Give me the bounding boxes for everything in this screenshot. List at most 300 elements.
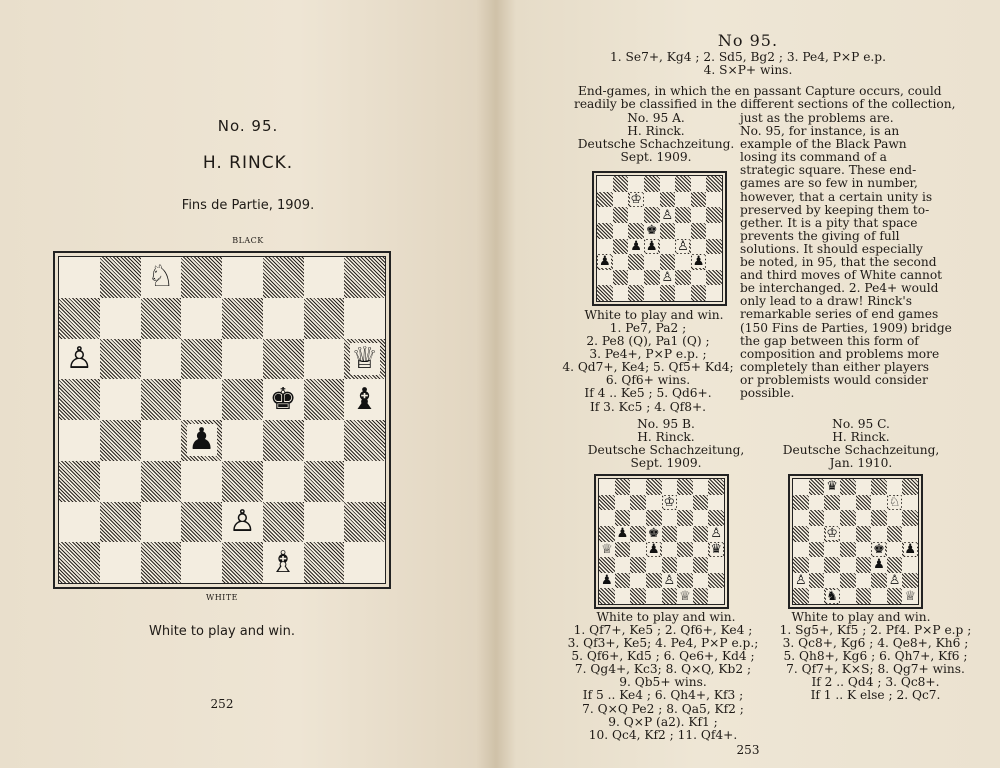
board-square [840,557,856,573]
diagram-c-solution [758,624,993,703]
chess-piece-icon: ♕ [351,340,379,376]
board-square [708,495,724,511]
board-square [706,285,722,301]
board-square [662,573,678,589]
board-square [662,588,678,604]
text-line: gether. It is a pity that space [740,215,918,230]
heading-line: No. 95 C. [832,417,890,431]
board-square [599,557,615,573]
chess-piece-icon: ♟ [904,541,917,557]
board-square [856,557,872,573]
board-square [708,510,724,526]
text-line: example of the Black Pawn [740,137,907,152]
intro-line-2: readily be classified in the different sections of the collection, [574,97,956,111]
board-square [181,339,222,380]
board-square [646,479,662,495]
board-square [662,495,678,511]
board-square [675,254,691,270]
board-square [809,479,825,495]
heading-line: H. Rinck. [637,430,695,445]
board-square [646,573,662,589]
board-square [871,526,887,542]
board-square [691,176,707,192]
chess-piece-icon: ♕ [679,588,691,604]
board-square [615,588,631,604]
heading-line: Sept. 1909. [630,456,702,471]
board-square [902,542,918,558]
board-square [856,573,872,589]
board-square [902,526,918,542]
board-square [706,270,722,286]
left-page-number: 252 [210,697,234,711]
board-square [691,207,707,223]
diagram-b-board [594,474,729,609]
board-square [141,379,182,420]
board-square [691,223,707,239]
board-square [100,542,141,583]
board-square [646,542,662,558]
board-square [677,510,693,526]
board-square [793,479,809,495]
board-square [662,479,678,495]
board-square [840,495,856,511]
board-square [613,270,629,286]
right-title: No 95. [717,31,779,50]
right-page [496,0,1000,768]
board-square [222,379,263,420]
chess-piece-icon: ♚ [645,223,658,239]
chess-piece-icon: ♞ [826,588,838,604]
chess-piece-icon: ♟ [645,238,658,254]
chess-piece-icon: ♔ [630,191,642,207]
label-white: WHITE [205,593,239,602]
board-square [691,239,707,255]
board-square [840,573,856,589]
text-line: If 1 .. K else ; 2. Qc7. [810,688,941,703]
board-square [628,192,644,208]
chess-piece-icon: ♘ [147,259,175,295]
board-square [59,542,100,583]
board-square [871,588,887,604]
board-square [630,479,646,495]
board-square [263,379,304,420]
chess-piece-icon: ♟ [692,254,705,270]
text-line: or problemists would consider [740,372,928,387]
board-square [809,495,825,511]
board-square [597,192,613,208]
board-square [615,510,631,526]
board-square [793,557,809,573]
board-square [809,588,825,604]
board-square [691,285,707,301]
board-square [677,573,693,589]
board-square [675,192,691,208]
chess-piece-icon: ♝ [351,381,379,417]
board-square [871,542,887,558]
board-square [708,557,724,573]
board-square [660,239,676,255]
board-square [263,420,304,461]
board-square [630,526,646,542]
text-line: however, that a certain unity is [740,189,933,204]
diagram-c-board [788,474,923,609]
board-square [887,588,903,604]
text-line: 6. Qf6+ wins. [605,373,691,388]
board-square [706,239,722,255]
board-square [222,339,263,380]
text-line: 3. Pe4+, P×P e.p. ; [589,347,707,362]
board-square [263,257,304,298]
board-square [644,239,660,255]
text-line: 7. Qf7+, K×S; 8. Qg7+ wins. [786,662,965,677]
diagram-c-heading [766,418,956,470]
chess-piece-icon: ♚ [873,541,885,557]
board-square [840,588,856,604]
board-square [793,542,809,558]
board-square [677,495,693,511]
board-square [141,298,182,339]
heading-line: Deutsche Schachzeitung, [782,443,940,458]
board-square [660,192,676,208]
board-square [181,379,222,420]
board-square [59,379,100,420]
board-square [615,526,631,542]
board-square [871,510,887,526]
board-square [613,239,629,255]
board-square [615,495,631,511]
board-square [597,223,613,239]
board-square [613,176,629,192]
board-square [824,542,840,558]
board-square [628,285,644,301]
text-line: losing its command of a [740,150,887,165]
board-square [222,502,263,543]
text-line: prevents the giving of full [740,228,900,243]
board-square [344,420,385,461]
board-square [344,379,385,420]
board-square [708,479,724,495]
solution-line-1: 1. Se7+, Kg4 ; 2. Sd5, Bg2 ; 3. Pe4, P×P e.p. [610,50,886,64]
board-square [630,542,646,558]
text-line: 7. Q×Q Pe2 ; 8. Qa5, Kf2 ; [582,701,744,716]
board-square [100,461,141,502]
board-square [840,542,856,558]
board-square [613,192,629,208]
board-square [100,257,141,298]
board-square [708,542,724,558]
board-square [824,573,840,589]
board-square [304,257,345,298]
text-line: 4. Qd7+, Ke4; 5. Qf5+ Kd4; [562,360,734,375]
board-square [660,270,676,286]
board-square [628,207,644,223]
board-square [304,298,345,339]
text-line: (150 Fins de Parties, 1909) bridge [740,320,952,335]
text-line: 1. Sg5+, Kf5 ; 2. Pf4. P×P e.p ; [779,623,972,637]
board-square [840,479,856,495]
board-square [628,223,644,239]
text-line: 7. Qg4+, Kc3; 8. Q×Q, Kb2 ; [574,662,752,677]
board-square [693,479,709,495]
board-square [660,207,676,223]
board-square [902,557,918,573]
board-square [677,557,693,573]
board-square [691,270,707,286]
board-square [793,588,809,604]
text-line: If 5 .. Ke4 ; 6. Qh4+, Kf3 ; [582,688,744,703]
board-square [871,495,887,511]
board-square [902,588,918,604]
board-square [100,339,141,380]
heading-line: No. 95 B. [637,417,695,431]
board-square [660,223,676,239]
board-square [304,379,345,420]
board-square [646,557,662,573]
board-square [597,254,613,270]
board-square [708,588,724,604]
board-square [599,573,615,589]
board-square [263,461,304,502]
left-author: H. RINCK. [202,153,294,173]
board-square [662,510,678,526]
board-square [344,339,385,380]
board-square [644,270,660,286]
board-square [660,176,676,192]
heading-line: Jan. 1910. [829,456,893,471]
text-line: 1. Pe7, Pa2 ; [609,321,687,335]
board-square [141,339,182,380]
board-square [304,339,345,380]
chess-piece-icon: ♚ [269,381,297,417]
board-square [599,542,615,558]
board-square [100,420,141,461]
board-square [662,557,678,573]
board-square [597,176,613,192]
board-square [809,573,825,589]
board-square [613,285,629,301]
board-square [856,479,872,495]
board-square [856,588,872,604]
board-square [615,542,631,558]
text-line: If 3. Kc5 ; 4. Qf8+. [589,399,707,414]
board-square [344,502,385,543]
board-square [141,542,182,583]
board-square [181,502,222,543]
board-square [181,461,222,502]
board-square [824,588,840,604]
board-square [630,557,646,573]
heading-line: Sept. 1909. [620,150,692,165]
text-line: strategic square. These end- [740,163,917,178]
board-square [708,573,724,589]
board-square [793,495,809,511]
left-page [0,0,496,768]
chess-piece-icon: ♙ [661,207,674,223]
text-line: only lead to a draw! Rinck's [740,294,912,309]
diagram-a-caption: White to play and win. [584,308,724,322]
text-line: 3. Qf3+, Ke5; 4. Pe4, P×P e.p.; [567,636,759,651]
board-square [597,270,613,286]
text-line: remarkable series of end games [740,307,939,322]
diagram-b-caption: White to play and win. [596,610,736,624]
board-square [599,495,615,511]
chess-piece-icon: ♟ [630,238,642,254]
board-square [675,207,691,223]
right-page-number: 253 [736,743,760,757]
board-square [597,285,613,301]
board-square [304,420,345,461]
board-square [662,526,678,542]
board-square [628,176,644,192]
board-square [887,573,903,589]
board-square [59,298,100,339]
chess-piece-icon: ♕ [600,541,613,557]
board-square [599,526,615,542]
left-problem-number: No. 95. [217,117,279,135]
chess-piece-icon: ♙ [677,238,689,254]
board-square [824,479,840,495]
text-line: 9. Qb5+ wins. [619,675,707,690]
chess-piece-icon: ♙ [888,573,901,589]
board-square [887,542,903,558]
board-square [613,207,629,223]
board-square [628,270,644,286]
board-square [824,557,840,573]
board-square [615,573,631,589]
board-square [263,298,304,339]
board-square [599,588,615,604]
board-square [840,510,856,526]
board-square [222,298,263,339]
diagram-b-heading [568,418,764,470]
text-line: be interchanged. 2. Pe4+ would [740,281,939,296]
solution-line-2: 4. S×P+ wins. [703,63,793,77]
board-square [644,176,660,192]
board-square [100,502,141,543]
chess-piece-icon: ♛ [826,479,838,495]
board-square [887,495,903,511]
board-square [887,510,903,526]
board-square [263,542,304,583]
board-square [809,526,825,542]
board-square [693,557,709,573]
board-square [660,285,676,301]
board-square [677,526,693,542]
board-square [615,479,631,495]
board-square [708,526,724,542]
board-square [344,542,385,583]
chess-piece-icon: ♟ [598,254,611,270]
text-line: 9. Q×P (a2). Kf1 ; [608,714,718,729]
chess-piece-icon: ♙ [65,340,93,376]
board-square [599,479,615,495]
board-square [856,495,872,511]
chess-piece-icon: ♟ [616,526,629,542]
board-square [706,192,722,208]
board-square [824,526,840,542]
text-line: 3. Qc8+, Kg6 ; 4. Qe8+, Kh6 ; [782,636,969,651]
text-line: 2. Pe8 (Q), Pa1 (Q) ; [586,334,710,349]
board-square [691,254,707,270]
board-square [646,526,662,542]
board-square [840,526,856,542]
chess-piece-icon: ♙ [710,526,723,542]
board-square [646,588,662,604]
diagram-a-solution [558,322,738,414]
board-square [902,479,918,495]
board-square [304,542,345,583]
chess-piece-icon: ♙ [661,270,674,286]
text-line: just as the problems are. [740,111,894,125]
heading-line: H. Rinck. [832,430,890,445]
text-line: solutions. It should especially [740,241,923,256]
board-square [871,573,887,589]
board-square [824,495,840,511]
board-square [677,542,693,558]
board-square [871,557,887,573]
board-square [628,254,644,270]
text-line: be noted, in 95, that the second [740,255,937,270]
diagram-b-solution [558,624,768,742]
board-square [856,542,872,558]
diagram-a-board [592,171,727,306]
board-square [344,257,385,298]
board-square [706,254,722,270]
board-square [902,495,918,511]
board-square [644,207,660,223]
board-square [100,379,141,420]
chess-piece-icon: ♟ [600,573,613,589]
text-line: 10. Qc4, Kf2 ; 11. Qf4+. [588,727,738,742]
board-square [181,420,222,461]
board-square [181,298,222,339]
commentary-column [740,111,952,400]
board-square [630,495,646,511]
chess-piece-icon: ♚ [647,526,660,542]
board-square [793,510,809,526]
chess-piece-icon: ♟ [188,422,216,458]
board-square [644,223,660,239]
board-square [613,254,629,270]
label-black: BLACK [232,236,264,245]
board-square [597,207,613,223]
text-line: 1. Qf7+, Ke5 ; 2. Qf6+, Ke4 ; [573,623,753,637]
board-square [677,479,693,495]
text-line: and third moves of White cannot [740,268,943,283]
text-line: preserved by keeping them to- [740,202,930,217]
text-line: possible. [740,385,795,400]
board-square [630,573,646,589]
text-line: 5. Qh8+, Kg6 ; 6. Qh7+, Kf6 ; [783,649,968,664]
board-square [675,285,691,301]
chess-piece-icon: ♕ [904,588,917,604]
board-square [675,176,691,192]
board-square [304,461,345,502]
board-square [344,298,385,339]
board-square [181,257,222,298]
board-square [263,502,304,543]
text-line: No. 95, for instance, is an [740,124,900,139]
board-square [141,502,182,543]
board-square [100,298,141,339]
board-square [887,557,903,573]
board-square [793,526,809,542]
board-square [630,510,646,526]
board-square [693,510,709,526]
text-line: composition and problems more [740,346,940,361]
board-square [824,510,840,526]
board-square [646,495,662,511]
